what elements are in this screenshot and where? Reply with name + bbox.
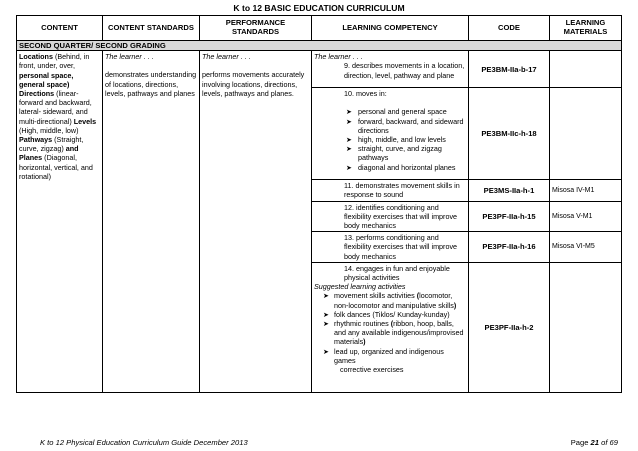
list-item: ➤ personal and general space — [346, 107, 447, 117]
table-row — [17, 51, 622, 88]
list-item: ➤ rhythmic routines (ribbon, hoop, balls, and any available indigenous/improvised materials) — [323, 319, 464, 347]
header-learning-materials: LEARNING MATERIALS — [550, 16, 622, 41]
performance-standards-lead: The learner . . . — [202, 52, 251, 62]
content-locations: Locations — [19, 52, 53, 62]
document-title: K to 12 BASIC EDUCATION CURRICULUM — [233, 3, 405, 13]
content-locations-detail: (Behind, in front, under, over, — [19, 52, 90, 71]
content-pathways-detail: (Straight, curve, zigzag) — [19, 135, 84, 154]
competency-9: 9. describes movements in a location, direction, level, pathway and plane — [344, 61, 465, 80]
header-learning-competency: LEARNING COMPETENCY — [312, 16, 469, 41]
code-cell: PE3BM-IIa-b-17 — [469, 51, 550, 88]
content-levels-detail: (High, middle, low) — [19, 125, 79, 135]
materials-cell: Misosa V-M1 — [550, 201, 622, 232]
corrective-exercises: corrective exercises — [340, 365, 404, 375]
content-levels: Levels — [73, 116, 97, 126]
suggested-activities-label: Suggested learning activities — [314, 282, 406, 292]
content-planes-detail: (Diagonal, horizontal, vertical, and rotational) — [19, 153, 93, 181]
arrow-bullet-icon: ➤ — [323, 346, 330, 356]
page-indicator: Page 21 of 69 — [570, 438, 618, 447]
content-standards-cell — [103, 51, 200, 393]
arrow-bullet-icon: ➤ — [323, 291, 330, 301]
header-performance-standards: PERFORMANCE STANDARDS — [200, 16, 312, 41]
content-cell — [17, 51, 103, 393]
list-item: ➤ folk dances (Tiklos/ Kunday-kunday) — [323, 309, 450, 319]
competency-11: 11. demonstrates movement skills in response to sound — [344, 181, 460, 200]
code-cell: PE3PF-IIa-h-2 — [469, 262, 550, 392]
competency-cell — [312, 51, 469, 88]
quarter-label: SECOND QUARTER/ SECOND GRADING — [17, 41, 622, 51]
header-row — [17, 16, 622, 41]
quarter-row — [17, 41, 622, 51]
arrow-bullet-icon: ➤ — [346, 162, 353, 172]
competency-cell — [312, 201, 469, 232]
code-cell: PE3MS-IIa-h-1 — [469, 180, 550, 201]
arrow-bullet-icon: ➤ — [323, 319, 330, 329]
arrow-bullet-icon: ➤ — [346, 116, 353, 126]
competency-10: 10. moves in: — [344, 89, 387, 99]
materials-cell: Misosa IV-M1 — [550, 180, 622, 201]
performance-standards-cell — [200, 51, 312, 393]
content-space: personal space, general space) — [19, 70, 74, 89]
materials-cell — [550, 51, 622, 88]
header-content: CONTENT — [17, 16, 103, 41]
movement-list — [314, 107, 466, 171]
competency-cell — [312, 180, 469, 201]
activities-list — [314, 291, 466, 365]
competency-lead: The learner . . . — [314, 52, 363, 62]
arrow-bullet-icon: ➤ — [323, 309, 330, 319]
competency-13: 13. performs conditioning and flexibility exercises that will improve body mechanics — [344, 233, 458, 261]
competency-cell — [312, 88, 469, 180]
arrow-bullet-icon: ➤ — [346, 107, 353, 117]
content-planes: and Planes — [19, 144, 79, 163]
list-item: ➤ straight, curve, and zigzag pathways — [346, 144, 442, 163]
content-directions: Directions — [19, 89, 55, 99]
list-item: ➤ lead up, organized and indigenous games — [323, 346, 444, 365]
list-item: ➤ movement skills activities (locomotor, non-locomotor and manipulative skills) — [323, 291, 457, 310]
competency-cell — [312, 262, 469, 392]
code-cell: PE3PF-IIa-h-16 — [469, 232, 550, 263]
footer-title: K to 12 Physical Education Curriculum Guide December 2013 — [40, 438, 248, 447]
code-cell: PE3BM-IIc-h-18 — [469, 88, 550, 180]
performance-standards-body: performs movements accurately involving locations, directions, levels, pathways and planes. — [202, 70, 305, 98]
materials-cell — [550, 262, 622, 392]
curriculum-table — [16, 15, 622, 393]
content-standards-body: demonstrates understanding of locations, directions, levels, pathways and planes — [105, 70, 197, 98]
header-content-standards: CONTENT STANDARDS — [103, 16, 200, 41]
arrow-bullet-icon: ➤ — [346, 144, 353, 154]
materials-cell: Misosa VI-M5 — [550, 232, 622, 263]
list-item: ➤ diagonal and horizontal planes — [346, 162, 456, 172]
materials-cell — [550, 88, 622, 180]
list-item: ➤ forward, backward, and sideward directions — [346, 116, 464, 135]
arrow-bullet-icon: ➤ — [346, 135, 353, 145]
code-cell: PE3PF-IIa-h-15 — [469, 201, 550, 232]
header-code: CODE — [469, 16, 550, 41]
competency-12: 12. identifies conditioning and flexibility exercises that will improve body mechanics — [344, 202, 458, 231]
list-item: ➤ high, middle, and low levels — [346, 135, 446, 145]
competency-cell — [312, 232, 469, 263]
content-directions-detail: (linear- forward and backward, lateral- sideward, and multi-directional) — [19, 89, 92, 126]
content-pathways: Pathways — [19, 135, 53, 145]
content-standards-lead: The learner . . . — [105, 52, 154, 62]
competency-14: 14. engages in fun and enjoyable physical activities — [344, 263, 450, 283]
